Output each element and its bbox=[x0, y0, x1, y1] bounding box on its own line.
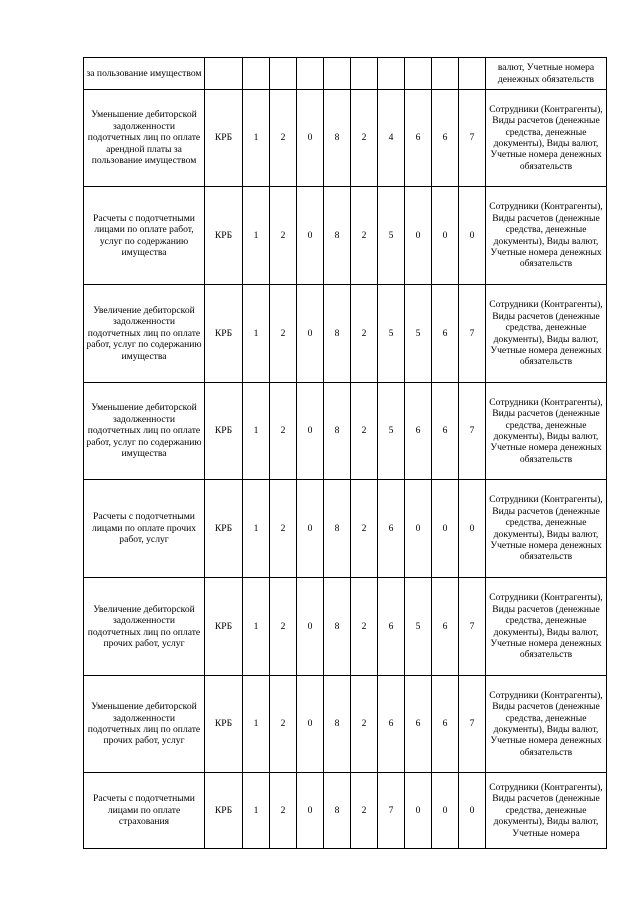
account-digit-cell: 0 bbox=[459, 187, 486, 285]
account-digit-cell: 2 bbox=[270, 578, 297, 676]
account-digit-cell: 7 bbox=[459, 90, 486, 187]
account-digit-cell: 2 bbox=[351, 480, 378, 578]
account-digit-cell bbox=[297, 58, 324, 90]
account-name-cell: Уменьшение дебиторской задолженности подотчетных лиц по оплате прочих работ, услуг bbox=[84, 676, 205, 773]
account-digit-cell: 0 bbox=[459, 773, 486, 849]
account-name-cell: за пользование имуществом bbox=[84, 58, 205, 90]
account-digit-cell: 6 bbox=[378, 578, 405, 676]
account-digit-cell: 0 bbox=[432, 187, 459, 285]
account-name-cell: Расчеты с подотчетными лицами по оплате прочих работ, услуг bbox=[84, 480, 205, 578]
analytics-cell: валют, Учетные номера денежных обязательств bbox=[486, 58, 607, 90]
account-digit-cell: 2 bbox=[351, 285, 378, 383]
code-cell: КРБ bbox=[205, 383, 243, 480]
account-digit-cell: 8 bbox=[324, 187, 351, 285]
account-digit-cell: 6 bbox=[378, 676, 405, 773]
account-digit-cell: 0 bbox=[297, 285, 324, 383]
account-digit-cell bbox=[324, 58, 351, 90]
analytics-cell: Сотрудники (Контрагенты), Виды расчетов (денежные средства, денежные документы), Виды валют, Учетные номера денежных обязательств bbox=[486, 285, 607, 383]
analytics-cell: Сотрудники (Контрагенты), Виды расчетов (денежные средства, денежные документы), Виды валют, Учетные номера денежных обязательств bbox=[486, 578, 607, 676]
account-digit-cell: 2 bbox=[270, 383, 297, 480]
account-digit-cell bbox=[405, 58, 432, 90]
account-digit-cell: 8 bbox=[324, 578, 351, 676]
accounts-table-body bbox=[84, 58, 607, 849]
account-digit-cell: 2 bbox=[351, 676, 378, 773]
account-digit-cell: 6 bbox=[405, 676, 432, 773]
account-digit-cell: 0 bbox=[432, 773, 459, 849]
table-row bbox=[84, 58, 607, 90]
table-row bbox=[84, 578, 607, 676]
account-digit-cell: 0 bbox=[297, 773, 324, 849]
code-cell: КРБ bbox=[205, 285, 243, 383]
account-digit-cell: 0 bbox=[297, 480, 324, 578]
account-name-cell: Уменьшение дебиторской задолженности подотчетных лиц по оплате арендной платы за пользование имуществом bbox=[84, 90, 205, 187]
account-digit-cell: 0 bbox=[459, 480, 486, 578]
account-digit-cell: 0 bbox=[405, 480, 432, 578]
table-row bbox=[84, 773, 607, 849]
account-digit-cell bbox=[351, 58, 378, 90]
account-digit-cell: 8 bbox=[324, 383, 351, 480]
accounts-table bbox=[83, 57, 607, 849]
account-digit-cell: 2 bbox=[351, 90, 378, 187]
analytics-cell: Сотрудники (Контрагенты), Виды расчетов (денежные средства, денежные документы), Виды валют, Учетные номера bbox=[486, 773, 607, 849]
account-digit-cell: 0 bbox=[297, 383, 324, 480]
analytics-cell: Сотрудники (Контрагенты), Виды расчетов (денежные средства, денежные документы), Виды валют, Учетные номера денежных обязательств bbox=[486, 480, 607, 578]
account-digit-cell: 5 bbox=[405, 578, 432, 676]
account-digit-cell: 2 bbox=[270, 676, 297, 773]
account-digit-cell: 5 bbox=[378, 285, 405, 383]
account-digit-cell: 7 bbox=[459, 578, 486, 676]
table-row bbox=[84, 383, 607, 480]
analytics-cell: Сотрудники (Контрагенты), Виды расчетов (денежные средства, денежные документы), Виды валют, Учетные номера денежных обязательств bbox=[486, 676, 607, 773]
account-name-cell: Увеличение дебиторской задолженности подотчетных лиц по оплате работ, услуг по содержанию имущества bbox=[84, 285, 205, 383]
account-digit-cell: 6 bbox=[432, 90, 459, 187]
table-row bbox=[84, 90, 607, 187]
account-digit-cell: 0 bbox=[297, 90, 324, 187]
account-digit-cell: 6 bbox=[405, 383, 432, 480]
account-digit-cell: 0 bbox=[405, 773, 432, 849]
account-digit-cell: 1 bbox=[243, 187, 270, 285]
account-digit-cell: 0 bbox=[432, 480, 459, 578]
account-digit-cell: 8 bbox=[324, 773, 351, 849]
table-row bbox=[84, 676, 607, 773]
account-name-cell: Расчеты с подотчетными лицами по оплате работ, услуг по содержанию имущества bbox=[84, 187, 205, 285]
account-digit-cell: 1 bbox=[243, 676, 270, 773]
account-digit-cell: 1 bbox=[243, 90, 270, 187]
account-digit-cell: 8 bbox=[324, 676, 351, 773]
account-digit-cell: 1 bbox=[243, 773, 270, 849]
account-digit-cell: 0 bbox=[297, 187, 324, 285]
account-digit-cell: 1 bbox=[243, 383, 270, 480]
account-digit-cell: 6 bbox=[432, 285, 459, 383]
code-cell: КРБ bbox=[205, 90, 243, 187]
account-digit-cell: 6 bbox=[432, 383, 459, 480]
code-cell: КРБ bbox=[205, 578, 243, 676]
table-row bbox=[84, 187, 607, 285]
analytics-cell: Сотрудники (Контрагенты), Виды расчетов (денежные средства, денежные документы), Виды валют, Учетные номера денежных обязательств bbox=[486, 383, 607, 480]
account-digit-cell: 6 bbox=[405, 90, 432, 187]
account-digit-cell: 1 bbox=[243, 285, 270, 383]
account-digit-cell: 0 bbox=[405, 187, 432, 285]
account-digit-cell: 2 bbox=[270, 773, 297, 849]
code-cell: КРБ bbox=[205, 480, 243, 578]
code-cell: КРБ bbox=[205, 676, 243, 773]
account-digit-cell: 2 bbox=[270, 90, 297, 187]
table-row bbox=[84, 285, 607, 383]
account-digit-cell: 2 bbox=[270, 187, 297, 285]
account-digit-cell: 5 bbox=[378, 187, 405, 285]
account-digit-cell: 7 bbox=[459, 383, 486, 480]
account-digit-cell: 2 bbox=[351, 187, 378, 285]
code-cell: КРБ bbox=[205, 773, 243, 849]
account-name-cell: Уменьшение дебиторской задолженности подотчетных лиц по оплате работ, услуг по содержанию имущества bbox=[84, 383, 205, 480]
account-digit-cell: 7 bbox=[459, 676, 486, 773]
account-digit-cell: 4 bbox=[378, 90, 405, 187]
account-digit-cell: 6 bbox=[378, 480, 405, 578]
account-digit-cell: 5 bbox=[378, 383, 405, 480]
account-digit-cell: 0 bbox=[297, 676, 324, 773]
table-row bbox=[84, 480, 607, 578]
account-digit-cell: 6 bbox=[432, 578, 459, 676]
account-digit-cell: 2 bbox=[351, 773, 378, 849]
code-cell: КРБ bbox=[205, 187, 243, 285]
account-digit-cell: 2 bbox=[270, 480, 297, 578]
analytics-cell: Сотрудники (Контрагенты), Виды расчетов (денежные средства, денежные документы), Виды валют, Учетные номера денежных обязательств bbox=[486, 90, 607, 187]
account-digit-cell bbox=[243, 58, 270, 90]
account-digit-cell bbox=[270, 58, 297, 90]
account-digit-cell: 7 bbox=[378, 773, 405, 849]
account-digit-cell: 8 bbox=[324, 480, 351, 578]
account-digit-cell bbox=[432, 58, 459, 90]
analytics-cell: Сотрудники (Контрагенты), Виды расчетов (денежные средства, денежные документы), Виды валют, Учетные номера денежных обязательств bbox=[486, 187, 607, 285]
account-name-cell: Увеличение дебиторской задолженности подотчетных лиц по оплате прочих работ, услуг bbox=[84, 578, 205, 676]
account-digit-cell bbox=[459, 58, 486, 90]
account-digit-cell: 1 bbox=[243, 578, 270, 676]
account-digit-cell: 2 bbox=[270, 285, 297, 383]
account-digit-cell: 8 bbox=[324, 90, 351, 187]
account-digit-cell: 0 bbox=[297, 578, 324, 676]
account-digit-cell: 2 bbox=[351, 578, 378, 676]
account-digit-cell bbox=[378, 58, 405, 90]
account-digit-cell: 6 bbox=[432, 676, 459, 773]
account-digit-cell: 2 bbox=[351, 383, 378, 480]
account-name-cell: Расчеты с подотчетными лицами по оплате страхования bbox=[84, 773, 205, 849]
code-cell bbox=[205, 58, 243, 90]
account-digit-cell: 1 bbox=[243, 480, 270, 578]
account-digit-cell: 7 bbox=[459, 285, 486, 383]
account-digit-cell: 8 bbox=[324, 285, 351, 383]
account-digit-cell: 5 bbox=[405, 285, 432, 383]
